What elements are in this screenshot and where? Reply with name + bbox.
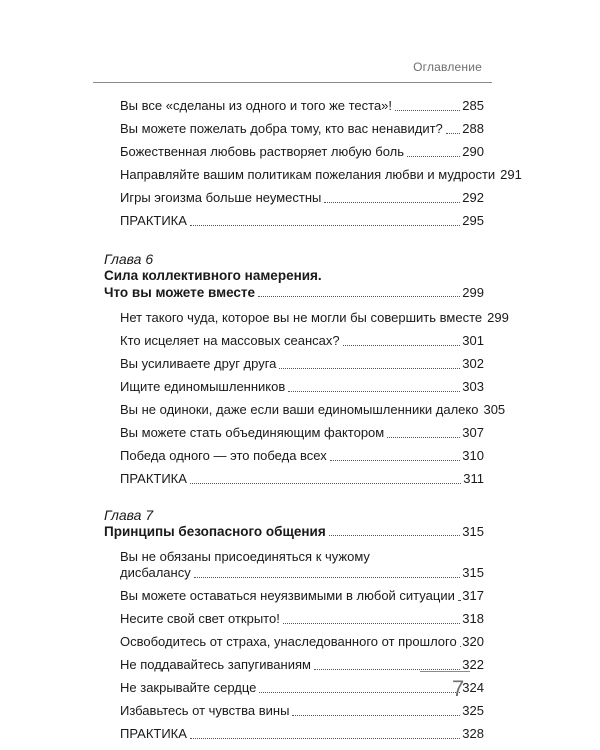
toc-entry-title: Не закрывайте сердце (120, 680, 257, 695)
toc-entry-title: Ищите единомышленников (120, 379, 286, 394)
toc-entry-title: Вы не обязаны присоединяться к чужому (120, 549, 370, 564)
dot-leader (387, 436, 460, 438)
toc-entry[interactable] (104, 588, 484, 604)
page-number: 315 (462, 524, 484, 539)
dot-leader (407, 155, 460, 157)
chapter-title-row[interactable] (104, 523, 484, 540)
dot-leader (190, 224, 460, 226)
toc-entry-title: Победа одного — это победа всех (120, 448, 327, 463)
page-number: 292 (462, 190, 484, 205)
dot-leader (194, 576, 461, 578)
toc-entry-title: Божественная любовь растворяет любую боль (120, 144, 405, 159)
dot-leader (460, 645, 461, 647)
page-number: 302 (462, 356, 484, 371)
dot-leader (458, 599, 460, 601)
toc-entry[interactable] (104, 448, 484, 464)
page-number: 290 (462, 144, 484, 159)
folio-page-number: 7 (452, 676, 465, 701)
dot-leader (279, 367, 460, 369)
chapter-label: Глава 6 (104, 251, 154, 267)
dot-leader (258, 295, 460, 297)
chapter-7-entries (104, 549, 484, 742)
page-number: 310 (462, 448, 484, 463)
toc-entry-title: Несите свой свет открыто! (120, 611, 280, 626)
toc-entry[interactable] (104, 402, 506, 418)
toc-section-intro (104, 98, 522, 229)
toc-entry-title: Кто исцеляет на массовых сеансах? (120, 333, 340, 348)
dot-leader (330, 459, 461, 461)
page-number: 288 (462, 121, 484, 136)
toc-entry-title: Вы можете пожелать добра тому, кто вас ненавидит? (120, 121, 443, 136)
chapter-title: Что вы можете вместе (104, 285, 256, 300)
page-number: 303 (462, 379, 484, 394)
chapter-title-row[interactable] (104, 284, 484, 301)
dot-leader (395, 109, 460, 111)
toc-entry-title: Вы все «сделаны из одного и того же теста»! (120, 98, 393, 113)
page-number: 311 (463, 471, 484, 486)
dot-leader (343, 344, 461, 346)
dot-leader (190, 482, 461, 484)
dot-leader (283, 622, 460, 624)
toc-entry[interactable] (104, 379, 484, 395)
page-number: 301 (462, 333, 484, 348)
toc-entry[interactable] (104, 190, 484, 206)
page-number: 305 (483, 402, 506, 417)
chapter-7 (104, 507, 484, 742)
toc-entry[interactable] (104, 549, 484, 581)
toc-entry[interactable] (104, 356, 484, 372)
toc-entry[interactable] (104, 310, 509, 326)
toc-entry-title: Нет такого чуда, которое вы не могли бы совершить вместе (120, 310, 483, 325)
toc-entry-title: ПРАКТИКА (120, 213, 187, 228)
page-number: 307 (462, 425, 484, 440)
toc-entry[interactable] (104, 726, 484, 742)
toc-entry-title: Освободитесь от страха, унаследованного от прошлого (120, 634, 457, 649)
toc-entry-title: дисбалансу (120, 565, 191, 580)
toc-entry-title: Вы усиливаете друг друга (120, 356, 277, 371)
toc-entry-title: Игры эгоизма больше неуместны (120, 190, 322, 205)
page-number: 291 (500, 167, 522, 182)
toc-entry[interactable] (104, 144, 484, 160)
page-number: 328 (462, 726, 484, 741)
page-number: 324 (462, 680, 484, 695)
dot-leader (446, 132, 461, 134)
page-number: 299 (487, 310, 509, 325)
chapter-title: Принципы безопасного общения (104, 524, 326, 539)
dot-leader (259, 691, 460, 693)
toc-entry[interactable] (104, 213, 484, 229)
dot-leader (324, 201, 460, 203)
toc-entry[interactable] (104, 98, 484, 114)
toc-entry[interactable] (104, 703, 484, 719)
page-number: 318 (462, 611, 484, 626)
top-rule (93, 82, 492, 83)
toc-entry-title: Вы можете оставаться неуязвимыми в любой ситуации (120, 588, 455, 603)
chapter-6 (104, 251, 509, 487)
toc-entry-title: ПРАКТИКА (120, 726, 187, 741)
footer-rule (420, 671, 470, 672)
toc-entry-title: Направляйте вашим политикам пожелания любви и мудрости (120, 167, 496, 182)
chapter-label: Глава 7 (104, 507, 154, 523)
toc-entry[interactable] (104, 611, 484, 627)
page-number: 285 (462, 98, 484, 113)
dot-leader (314, 668, 460, 670)
toc-entry[interactable] (104, 333, 484, 349)
toc-entry[interactable] (104, 121, 484, 137)
page-number: 322 (462, 657, 484, 672)
dot-leader (288, 390, 460, 392)
toc-entry[interactable] (104, 680, 484, 696)
toc-entry-title: Вы не одиноки, даже если ваши единомышленники далеко (120, 402, 479, 417)
page-number: 320 (462, 634, 484, 649)
toc-entry[interactable] (104, 425, 484, 441)
toc-entry-title: ПРАКТИКА (120, 471, 187, 486)
page-number: 295 (462, 213, 484, 228)
toc-entry[interactable] (104, 634, 484, 650)
chapter-title: Сила коллективного намерения. (104, 268, 322, 283)
toc-entry[interactable] (104, 471, 484, 487)
table-of-contents (104, 98, 522, 749)
dot-leader (329, 534, 461, 536)
running-head: Оглавление (413, 60, 482, 74)
toc-entry[interactable] (104, 167, 522, 183)
dot-leader (190, 737, 460, 739)
toc-entry-title: Не поддавайтесь запугиваниям (120, 657, 311, 672)
chapter-6-entries (104, 310, 509, 487)
page-number: 315 (462, 565, 484, 580)
page-number: 299 (462, 285, 484, 300)
dot-leader (292, 714, 460, 716)
page-number: 325 (462, 703, 484, 718)
page-number: 317 (462, 588, 484, 603)
toc-entry-title: Вы можете стать объединяющим фактором (120, 425, 385, 440)
toc-entry-title: Избавьтесь от чувства вины (120, 703, 290, 718)
